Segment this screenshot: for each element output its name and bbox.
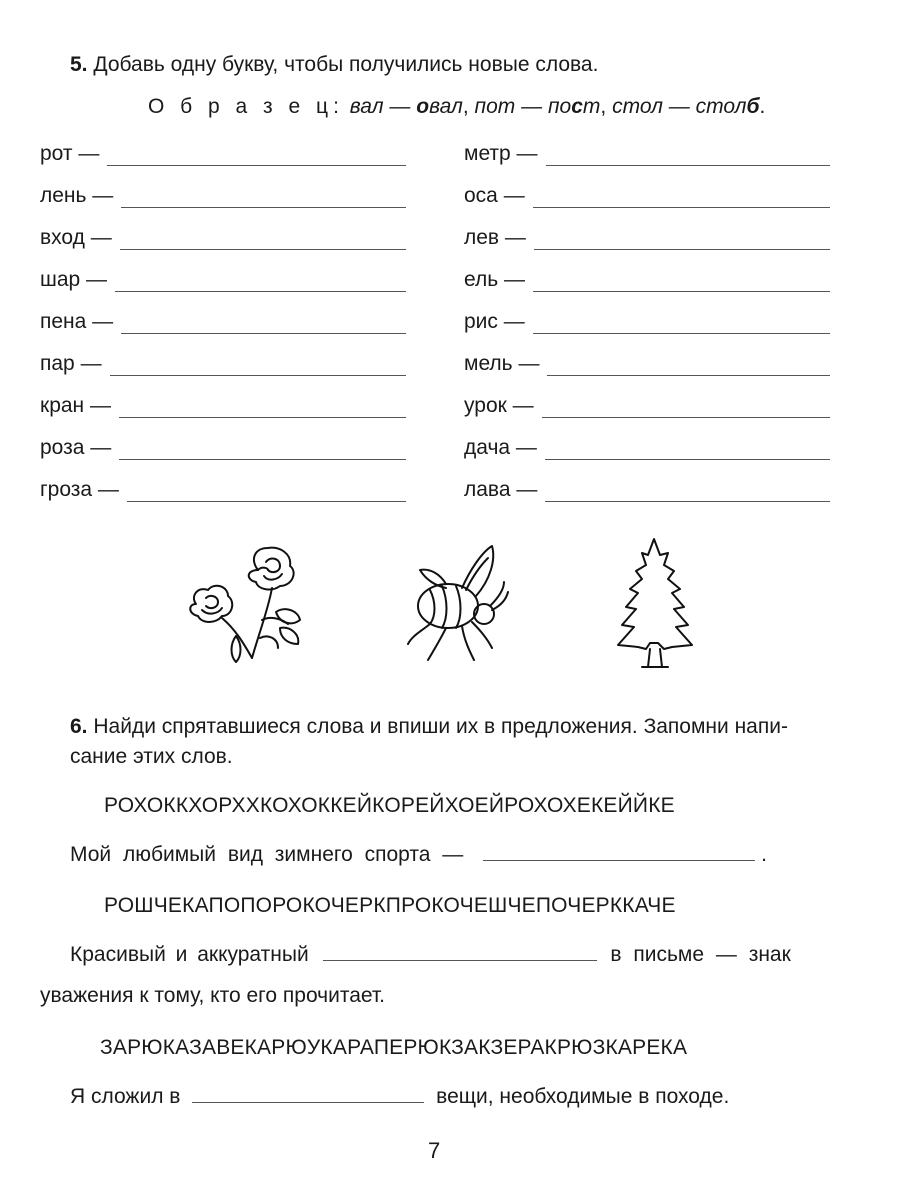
source-word: рот — (40, 142, 100, 165)
task-5-number: 5. (70, 53, 88, 76)
sentence-1-end: . (761, 843, 767, 866)
task-6-instruction-line2: сание этих слов. (70, 745, 233, 768)
exercise-row (464, 218, 830, 250)
source-word: урок — (464, 394, 534, 417)
sentence-2-blank[interactable] (323, 940, 597, 961)
exercise-row (464, 302, 830, 334)
answer-blank[interactable] (547, 353, 830, 376)
answer-blank[interactable] (120, 227, 406, 250)
source-word: лев — (464, 226, 526, 249)
answer-blank[interactable] (534, 227, 830, 250)
task-6-number: 6. (70, 715, 88, 738)
answer-blank[interactable] (545, 437, 830, 460)
source-word: вход — (40, 226, 112, 249)
fir-tree-illustration (612, 535, 697, 675)
answer-blank[interactable] (545, 479, 830, 502)
sentence-2 (70, 940, 834, 967)
sentence-2-mid: в письме — знак (610, 943, 791, 966)
source-word: кран — (40, 394, 111, 417)
sentence-3-start: Я сложил в (70, 1085, 181, 1108)
task-6-instruction-line1: Найди спрятавшиеся слова и впиши их в предложения. Запомни напи- (93, 715, 788, 738)
sample-pair-1: вал — овал (349, 95, 463, 118)
answer-blank[interactable] (542, 395, 830, 418)
sentence-3-end: вещи, необходимые в походе. (436, 1085, 730, 1108)
answer-blank[interactable] (533, 269, 830, 292)
source-word: гроза — (40, 478, 119, 501)
answer-blank[interactable] (107, 143, 406, 166)
answer-blank[interactable] (127, 479, 406, 502)
exercise-row (464, 134, 830, 166)
source-word: лень — (40, 184, 114, 207)
source-word: метр — (464, 142, 538, 165)
source-word: пар — (40, 352, 102, 375)
source-word: шар — (40, 268, 108, 291)
exercise-row (464, 344, 830, 376)
source-word: лава — (464, 478, 538, 501)
exercise-row (464, 386, 830, 418)
task-5-heading (70, 50, 598, 80)
source-word: дача — (464, 436, 537, 459)
sentence-1-start: Мой любимый вид зимнего спорта — (70, 843, 464, 866)
sample-pair-3: стол — столб (612, 95, 760, 118)
source-word: рис — (464, 310, 525, 333)
hidden-words-string-3: ЗАРЮКАЗАВЕКАРЮУКАРАПЕРЮКЗАКЗЕРАКРЮЗКАРЕКА (100, 1036, 688, 1059)
exercise-row (40, 302, 406, 334)
answer-blank[interactable] (115, 269, 406, 292)
sample-line: О б р а з е ц: вал — овал, пот — пост, стол — столб. (148, 95, 766, 118)
sentence-2-start: Красивый и аккуратный (70, 943, 309, 966)
exercise-row (40, 260, 406, 292)
exercise-row (40, 344, 406, 376)
source-word: пена — (40, 310, 114, 333)
answer-blank[interactable] (110, 353, 406, 376)
answer-blank[interactable] (546, 143, 830, 166)
sentence-1 (70, 840, 834, 867)
source-word: мель — (464, 352, 540, 375)
sentence-3-blank[interactable] (192, 1082, 424, 1103)
sentence-1-blank[interactable] (483, 840, 755, 861)
answer-blank[interactable] (121, 311, 406, 334)
exercise-row (40, 386, 406, 418)
exercise-row (40, 176, 406, 208)
exercise-row (464, 470, 830, 502)
source-word: роза — (40, 436, 112, 459)
task-5-instruction: Добавь одну букву, чтобы получились новые слова. (93, 53, 599, 76)
source-word: оса — (464, 184, 525, 207)
answer-blank[interactable] (119, 395, 406, 418)
exercise-row (40, 134, 406, 166)
rose-illustration (180, 540, 310, 670)
exercise-row (40, 218, 406, 250)
hidden-words-string-1: РОХОККХОРХХКОХОККЕЙКОРЕЙХОЕЙРОХОХЕКЕЙЙКЕ (104, 794, 675, 817)
answer-blank[interactable] (533, 311, 830, 334)
source-word: ель — (464, 268, 526, 291)
bumblebee-illustration (400, 540, 510, 670)
sample-pair-2: пот — пост (474, 95, 601, 118)
task-6-heading (70, 712, 840, 772)
sentence-2-continuation: уважения к тому, кто его прочитает. (40, 984, 386, 1007)
exercise-row (464, 176, 830, 208)
answer-blank[interactable] (533, 185, 830, 208)
hidden-words-string-2: РОШЧЕКАПОПОРОКОЧЕРКПРОКОЧЕШЧЕПОЧЕРККАЧЕ (104, 894, 676, 917)
sentence-3 (70, 1082, 729, 1109)
answer-blank[interactable] (119, 437, 406, 460)
exercise-row (40, 470, 406, 502)
exercise-row (464, 260, 830, 292)
exercise-row (40, 428, 406, 460)
exercise-row (464, 428, 830, 460)
answer-blank[interactable] (121, 185, 406, 208)
page-number: 7 (428, 1138, 441, 1163)
sample-label: О б р а з е ц: (148, 95, 344, 118)
